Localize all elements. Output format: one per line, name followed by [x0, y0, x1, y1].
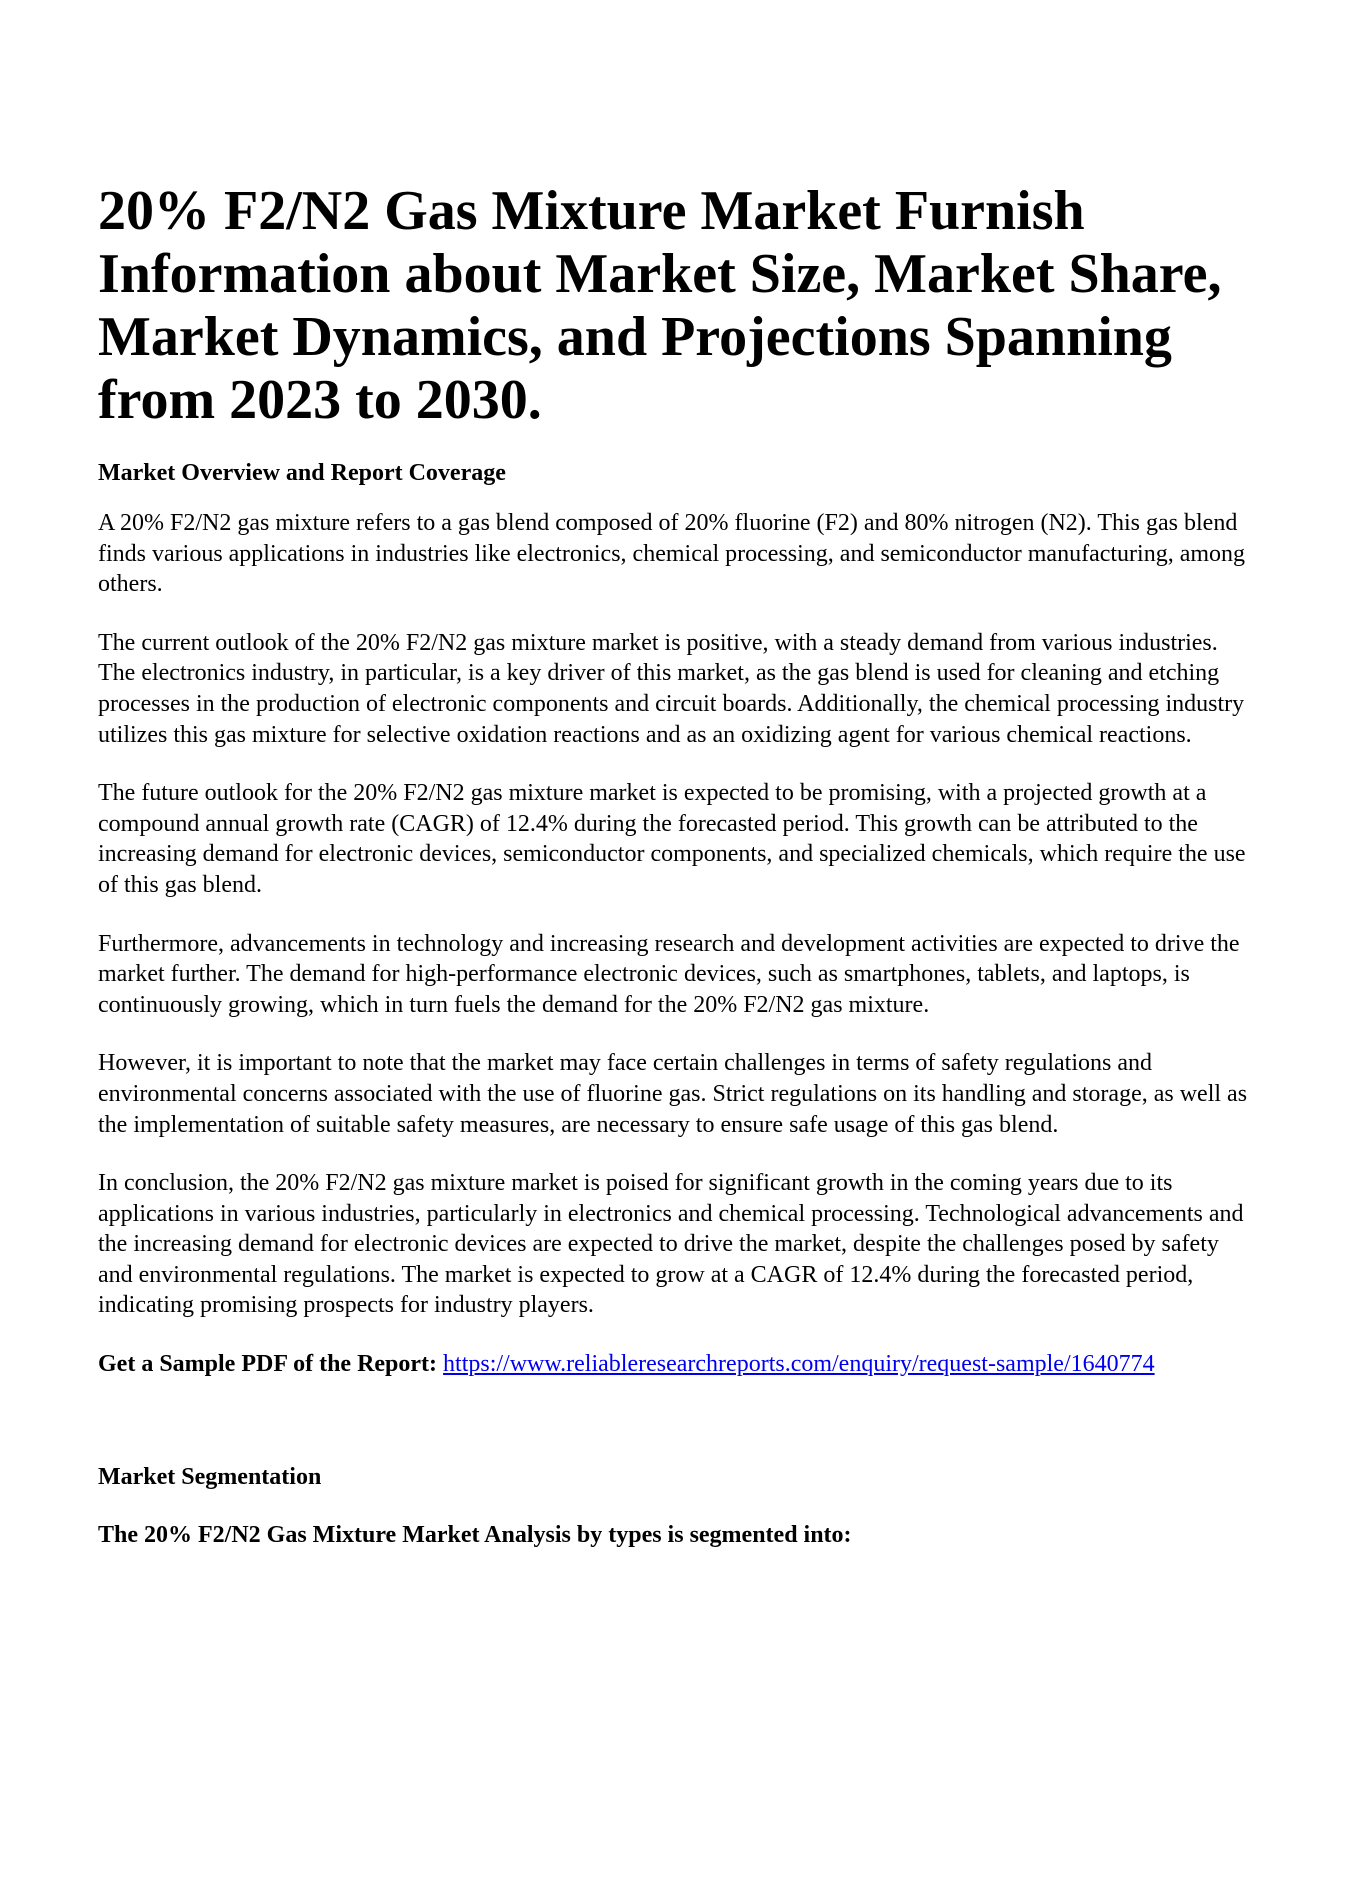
paragraph-technology: Furthermore, advancements in technology and increasing research and development activities are expected to drive the market further. The demand for high-performance electronic devices, such as smartphones, tablets, and laptops, is continuously growing, which in turn fuels the demand for the 20% F2/N2 gas mixture.: [98, 930, 1240, 1018]
sample-pdf-line: [98, 1349, 1258, 1380]
page-title: 20% F2/N2 Gas Mixture Market Furnish Information about Market Size, Market Share, Market Dynamics, and Projections Spanning from 2023 to 2030.: [98, 180, 1222, 431]
paragraph-challenges: However, it is important to note that the market may face certain challenges in terms of safety regulations and environmental concerns associated with the use of fluorine gas. Strict regulations on its handling and storage, as well as the implementation of suitable safety measures, are necessary to ensure safe usage of this gas blend.: [98, 1050, 1248, 1138]
paragraph-conclusion: In conclusion, the 20% F2/N2 gas mixture market is poised for significant growth in the coming years due to its applications in various industries, particularly in electronics and chemical processing. Technological advancements and the increasing demand for electronic devices are expected to drive the market, despite the challenges posed by safety and environmental regulations. The market is expected to grow at a CAGR of 12.4% during the forecasted period, indicating promising prospects for industry players.: [98, 1170, 1244, 1319]
document-page: [98, 180, 1258, 1550]
types-heading: The 20% F2/N2 Gas Mixture Market Analysis by types is segmented into:: [98, 1521, 852, 1548]
overview-heading: Market Overview and Report Coverage: [98, 460, 506, 486]
segmentation-heading: Market Segmentation: [98, 1463, 322, 1490]
sample-pdf-label: Get a Sample PDF of the Report:: [98, 1351, 438, 1378]
sample-pdf-link[interactable]: https://www.reliableresearchreports.com/enquiry/request-sample/1640774: [443, 1351, 1155, 1378]
paragraph-future-outlook: The future outlook for the 20% F2/N2 gas mixture market is expected to be promising, with a projected growth at a compound annual growth rate (CAGR) of 12.4% during the forecasted period. This growth can be attributed to the increasing demand for electronic devices, semiconductor components, and specialized chemicals, which require the use of this gas blend.: [98, 780, 1246, 898]
paragraph-current-outlook: The current outlook of the 20% F2/N2 gas mixture market is positive, with a steady demand from various industries. The electronics industry, in particular, is a key driver of this market, as the gas blend is used for cleaning and etching processes in the production of electronic components and circuit boards. Additionally, the chemical processing industry utilizes this gas mixture for selective oxidation reactions and as an oxidizing agent for various chemical reactions.: [98, 629, 1245, 748]
paragraph-definition: A 20% F2/N2 gas mixture refers to a gas blend composed of 20% fluorine (F2) and 80% nitrogen (N2). This gas blend finds various applications in industries like electronics, chemical processing, and semiconductor manufacturing, among others.: [98, 510, 1246, 598]
